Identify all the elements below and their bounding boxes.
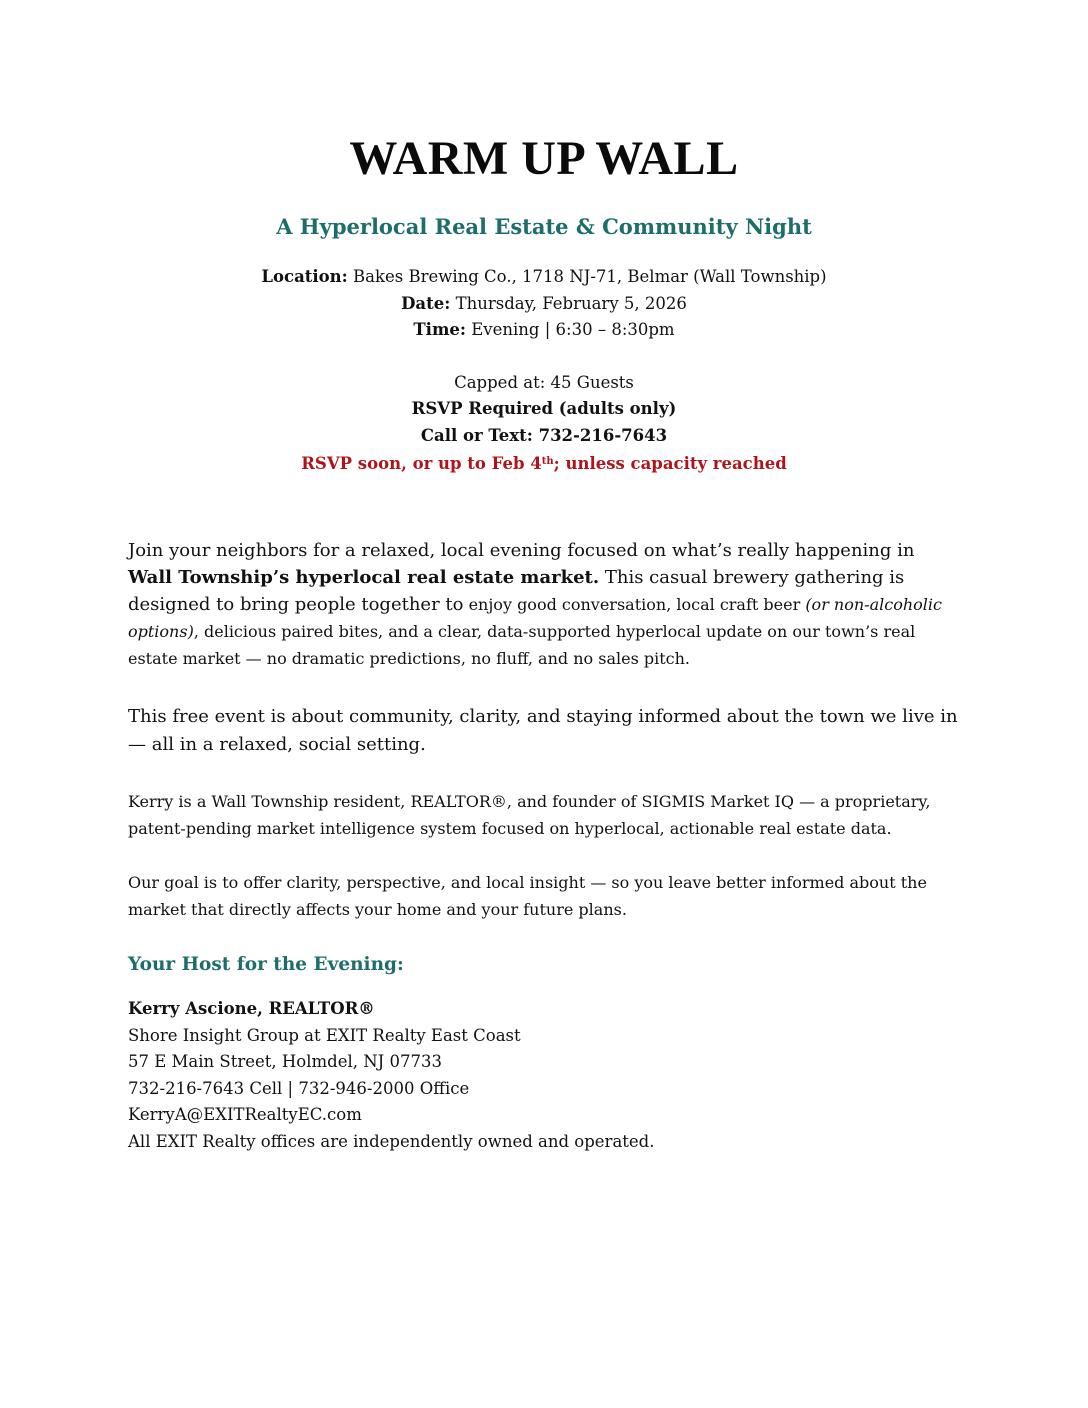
details-spacer (0, 344, 1088, 370)
time-value: Evening | 6:30 – 8:30pm (471, 320, 675, 339)
host-address: 57 E Main Street, Holmdel, NJ 07733 (128, 1052, 443, 1071)
intro-line-1: Join your neighbors for a relaxed, local evening focused on what’s really happening in (128, 540, 915, 561)
host-disclaimer: All EXIT Realty offices are independently owned and operated. (128, 1131, 655, 1151)
location-row (0, 264, 1088, 291)
rsvp-required-text: RSVP Required (adults only) (411, 399, 677, 418)
intro-line-3-small: enjoy good conversation, local craft beer (463, 595, 806, 614)
intro-line-2 (128, 564, 968, 591)
intro-line-5: estate market — no dramatic predictions, no fluff, and no sales pitch. (128, 649, 690, 668)
host-company: Shore Insight Group at EXIT Realty East Coast (128, 1025, 521, 1045)
host-phones: 732-216-7643 Cell | 732-946-2000 Office (128, 1078, 470, 1098)
free-event-paragraph (128, 703, 968, 759)
goal-paragraph (128, 869, 968, 923)
event-subtitle: A Hyperlocal Real Estate & Community Night (276, 214, 812, 239)
rsvp-deadline-sup: th (541, 456, 554, 467)
intro-line-4-rest: , delicious paired bites, and a clear, data-supported hyperlocal update on our town’s real (193, 622, 916, 641)
intro-line-3-big: designed to bring people together to (128, 594, 464, 615)
location-label: Location: (261, 267, 348, 286)
intro-line-3 (128, 591, 968, 618)
capacity-text: Capped at: 45 Guests (454, 372, 634, 392)
intro-line-4 (128, 618, 968, 645)
free-event-line-1: This free event is about community, clarity, and staying informed about the town we live in (128, 706, 958, 727)
intro-bold-phrase: Wall Township’s hyperlocal real estate market. (128, 567, 600, 588)
time-label: Time: (413, 320, 466, 339)
goal-line-1: Our goal is to offer clarity, perspective, and local insight — so you leave better informed about the (128, 873, 927, 892)
host-heading: Your Host for the Evening: (128, 954, 404, 975)
kerry-bio-paragraph (128, 788, 968, 842)
location-value: Bakes Brewing Co., 1718 NJ-71, Belmar (Wall Township) (353, 267, 827, 286)
intro-line-2-rest: This casual brewery gathering is (599, 567, 905, 588)
intro-paragraph (128, 537, 968, 672)
date-row (0, 291, 1088, 318)
host-contact-block (128, 996, 655, 1155)
free-event-line-2: — all in a relaxed, social setting. (128, 734, 426, 755)
host-name: Kerry Ascione, REALTOR® (128, 999, 375, 1018)
event-details (0, 264, 1088, 478)
rsvp-deadline-post: ; unless capacity reached (553, 454, 787, 473)
date-label: Date: (401, 293, 451, 313)
host-email: KerryA@EXITRealtyEC.com (128, 1105, 362, 1124)
time-row (0, 317, 1088, 344)
bio-line-1: Kerry is a Wall Township resident, REALTOR®, and founder of SIGMIS Market IQ — a proprietary, (128, 792, 931, 811)
bio-line-2: patent-pending market intelligence system focused on hyperlocal, actionable real estate data. (128, 819, 892, 838)
goal-line-2: market that directly affects your home and your future plans. (128, 900, 627, 919)
rsvp-deadline-pre: RSVP soon, or up to Feb 4 (301, 454, 542, 473)
intro-line-3-italic: (or non-alcoholic (805, 595, 942, 614)
event-title: WARM UP WALL (349, 132, 739, 185)
intro-line-4-italic: options) (128, 622, 194, 641)
date-value: Thursday, February 5, 2026 (455, 293, 687, 313)
call-text-phone: Call or Text: 732-216-7643 (420, 425, 668, 445)
rsvp-deadline (0, 449, 1088, 478)
